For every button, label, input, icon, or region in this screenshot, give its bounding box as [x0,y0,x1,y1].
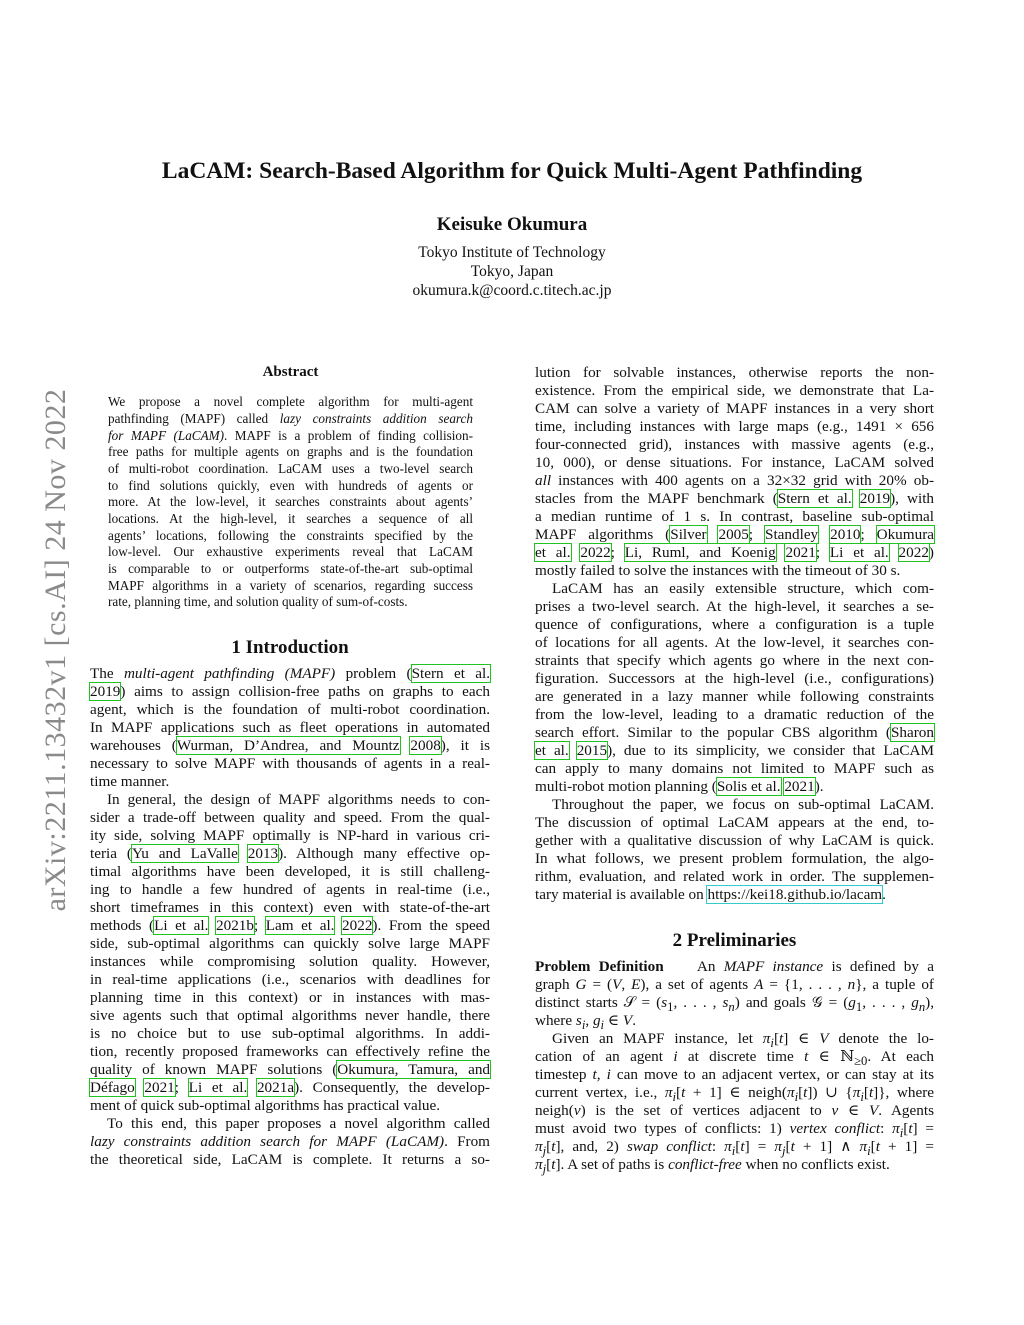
abstract-line: low-level. Our exhaustive experiments reveal that LaCAM [108,544,473,559]
body-line: teria (Yu and LaValle 2013). Although many effective op- [90,845,491,862]
abstract-line: is comparable to or outperforms state-of-the-art sub-optimal [108,561,473,576]
citation-link[interactable]: Okumura [876,526,934,543]
supplementary-url-link[interactable]: https://kei18.github.io/lacam [707,886,883,903]
body-line: of locations for all agents. At the low-level, it searches con- [535,634,934,651]
affiliation-institution: Tokyo Institute of Technology [418,244,606,261]
abstract-line: more. At the low-level, it searches constraints about agents’ [108,494,473,509]
abstract-heading: Abstract [262,364,319,380]
body-line: search effort. Similar to the popular CBS algorithm (Sharon [535,724,934,741]
body-line: sider a trade-off between quality and speed. From the qual- [90,809,490,826]
citation-link[interactable]: 2005 [718,526,749,543]
body-line: methods (Li et al. 2021b; Lam et al. 2022). From the speed [90,917,491,934]
section-heading-preliminaries: 2 Preliminaries [672,930,797,951]
body-line: time manner. [90,773,170,790]
body-line: graph G = (V, E), a set of agents A = {1, . . . , n}, a tuple of [535,976,934,993]
body-line: gether with a qualitative discussion of why LaCAM is quick. [535,832,934,849]
abstract-line: to find solutions quickly, even with hundreds of agents or [108,478,473,493]
body-line: lution for solvable instances, otherwise reports the non- [535,364,934,381]
abstract-line: of multi-robot coordination. LaCAM uses a two-level search [108,461,473,476]
body-line: cation of an agent i at discrete time t ∈ ℕ$_{\ge 0}$. At each [535,1048,935,1069]
body-line: $\pi_j[t]$, and, 2) swap conflict: $\pi_i[t] = \pi_j[t + 1]$ ∧ $\pi_i[t + 1]$ = [535,1138,934,1159]
citation-link[interactable]: Solis et al. [716,778,781,795]
body-line: are generated in a lazy manner while following constraints [535,688,934,705]
abstract-line: We propose a novel complete algorithm for multi-agent [108,394,473,409]
citation-link[interactable]: 2019 [90,683,121,700]
body-line: et al. 2022; Li, Ruml, and Koenig 2021; Li et al. 2022) [535,544,934,561]
body-line: In MAPF applications such as fleet operations in automated [90,719,490,736]
body-line: sive agents such that optimal algorithms never handle, there [90,1007,490,1024]
abstract-line: pathfinding (MAPF) called lazy constraints addition search [108,411,473,426]
body-line: can apply to many domains not limited to MAPF such as [535,760,934,777]
citation-link[interactable]: Silver [670,526,707,543]
citation-link[interactable]: et al. [535,742,569,759]
body-line: lazy constraints addition search for MAPF (LaCAM). From [90,1133,490,1150]
body-line: a median runtime of 1 s. In contrast, baseline sub-optimal [535,508,934,525]
citation-link[interactable]: 2021a [256,1079,295,1096]
body-line: neigh(v) is the set of vertices adjacent to v ∈ V. Agents [535,1102,934,1119]
body-line: planning time in this context) or in instances with mas- [90,989,490,1006]
citation-link[interactable]: Stern et al. [777,490,852,507]
body-line: is no choice but to use sub-optimal algorithms. In addi- [90,1025,490,1042]
body-line: et al. 2015), due to its simplicity, we consider that LaCAM [535,742,934,759]
body-line: tary material is available on https://kei18.github.io/lacam. [535,886,886,903]
citation-link[interactable]: 2022 [898,544,929,561]
abstract-line: for MAPF (LaCAM). MAPF is a problem of finding collision- [108,428,473,443]
citation-link[interactable]: 2021 [785,544,816,561]
body-line: in real-time applications (i.e., scenarios with deadlines for [90,971,490,988]
body-line: Problem Definition An MAPF instance is defined by a [535,958,934,975]
body-line: warehouses (Wurman, D’Andrea, and Mountz 2008), it is [90,737,491,754]
citation-link[interactable]: 2008 [410,737,441,754]
body-line: instances while compromising solution quality. However, [90,953,490,970]
citation-link[interactable]: et al. [535,544,571,561]
citation-link[interactable]: Défago [90,1079,135,1096]
body-line: ing to handle a few hundred of agents in real-time (i.e., [90,881,490,898]
body-line: figuration. Successors at the high-level (i.e., configurations) [535,670,934,687]
affiliation-email: okumura.k@coord.c.titech.ac.jp [412,282,612,299]
body-line: timestep t, i can move to an adjacent vertex, or can stay at its [535,1066,934,1083]
abstract-line: locations. At the high-level, it searches a sequence of all [108,511,473,526]
body-line: Défago 2021; Li et al. 2021a). Consequently, the develop- [90,1079,490,1096]
abstract-line: MAPF algorithms in a variety of scenarios, regarding success [108,578,473,593]
body-line: quality of known MAPF solutions (Okumura, Tamura, and [90,1061,491,1078]
abstract-line: free paths for multiple agents on graphs and is the foundation [108,444,473,459]
body-line: short timeframes in this context) even with state-of-the-art [90,899,490,916]
body-line: ity side, solving MAPF optimally is NP-hard in various cri- [90,827,490,844]
body-line: Throughout the paper, we focus on sub-optimal LaCAM. [552,796,934,813]
body-line: quence of configurations, where a configuration is a tuple [535,616,934,633]
body-line: The multi-agent pathfinding (MAPF) problem (Stern et al. [90,665,491,682]
citation-link[interactable]: 2010 [830,526,861,543]
citation-link[interactable]: 2021 [784,778,815,795]
body-line: ment of quick sub-optimal algorithms has practical value. [90,1097,441,1114]
body-line: time, including instances with large maps (e.g., 1491 × 656 [535,418,934,435]
body-line: $\pi_j[t]$. A set of paths is conflict-free when no conflicts exist. [535,1156,890,1177]
citation-link[interactable]: Standley [765,526,819,543]
body-line: straints that specify which agents go where in the next con- [535,652,934,669]
body-line: prises a two-level search. At the high-level, it searches a se- [535,598,934,615]
citation-link[interactable]: 2021 [144,1079,175,1096]
body-line: stacles from the MAPF benchmark (Stern et al. 2019), with [535,490,935,507]
body-line: all instances with 400 agents on a 32×32 grid with 20% ob- [535,472,934,489]
arxiv-stamp-text: arXiv:2211.13432v1 [cs.AI] 24 Nov 2022 [39,388,72,912]
body-line: side, sub-optimal algorithms can quickly solve large MAPF [90,935,490,952]
body-line: mostly failed to solve the instances with the timeout of 30 s. [535,562,901,579]
body-line: MAPF algorithms (Silver 2005; Standley 2010; Okumura [535,526,934,543]
body-line: must avoid two types of conflicts: 1) vertex conflict: $\pi_i[t]$ = [535,1120,934,1141]
body-line: rithm, evaluation, and related work in order. The supplemen- [535,868,934,885]
body-line: 10, 000), or dense situations. For instance, LaCAM solved [535,454,934,471]
citation-link[interactable]: Li et al. [188,1079,248,1096]
body-line: The discussion of optimal LaCAM appears at the end, to- [535,814,934,831]
citation-link[interactable]: Lam et al. [265,917,335,934]
body-line: timal algorithms have been developed, it is still challeng- [90,863,490,880]
body-line: four-connected grid), instances with massive agents (e.g., [535,436,934,453]
citation-link[interactable]: 2019 [859,490,891,507]
citation-link[interactable]: 2022 [342,917,373,934]
citation-link[interactable]: Stern et al. [411,665,491,682]
body-line: 2019) aims to assign collision-free paths on graphs to each [90,683,490,700]
body-line: distinct starts 𝒮 = ($s_1$, . . . , $s_n$) and goals 𝒢 = ($g_1$, . . . , $g_n$), [535,994,935,1015]
citation-link[interactable]: Li, Ruml, and Koenig [624,544,776,561]
citation-link[interactable]: Li et al. [829,544,889,561]
citation-link[interactable]: 2015 [576,742,608,759]
citation-link[interactable]: 2022 [580,544,611,561]
abstract-line: rate, planning time, and solution quality of sum-of-costs. [108,594,408,609]
body-line: multi-robot motion planning (Solis et al. 2021). [535,778,824,795]
author-name: Keisuke Okumura [436,214,588,235]
citation-link[interactable]: 2013 [247,845,279,862]
body-line: where $s_i$, $g_i$ ∈ V. [535,1012,636,1033]
abstract-line: agents’ locations, following the constraints specified by the [108,528,473,543]
body-line: necessary to solve MAPF with thousands of agents in a real- [90,755,490,772]
citation-link[interactable]: Li et al. [154,917,209,934]
body-line: from the low-level, leading to a dramatic reduction of the [535,706,934,723]
citation-link[interactable]: Yu and LaValle [131,845,238,862]
body-line: CAM can solve a variety of MAPF instances in a very short [535,400,934,417]
body-line: LaCAM has an easily extensible structure, which com- [552,580,934,597]
body-line: To this end, this paper proposes a novel algorithm called [107,1115,490,1132]
body-line: the theoretical side, LaCAM is complete. It returns a so- [90,1151,490,1168]
body-line: agent, which is the foundation of multi-robot coordination. [90,701,490,718]
citation-link[interactable]: Sharon [890,724,934,741]
body-line: In general, the design of MAPF algorithms needs to con- [107,791,490,808]
body-line: current vertex, i.e., $\pi_i[t + 1]$ ∈ $neigh(\pi_i[t])$ ∪ $\{\pi_i[t]\}$, where [535,1084,935,1105]
paper-title: LaCAM: Search-Based Algorithm for Quick Multi-Agent Pathfinding [161,158,863,184]
affiliation-location: Tokyo, Japan [470,263,554,280]
body-line: Given an MAPF instance, let $\pi_i[t]$ ∈ V denote the lo- [552,1030,934,1051]
citation-link[interactable]: Wurman, D’Andrea, and Mountz [176,737,400,754]
citation-link[interactable]: Okumura, Tamura, and [337,1061,491,1078]
section-heading-introduction: 1 Introduction [231,637,349,658]
body-line: tion, recently proposed frameworks can effectively refine the [90,1043,490,1060]
body-line: In what follows, we present problem formulation, the algo- [535,850,934,867]
citation-link[interactable]: 2021b [216,917,254,934]
body-line: existence. From the empirical side, we demonstrate that La- [535,382,934,399]
